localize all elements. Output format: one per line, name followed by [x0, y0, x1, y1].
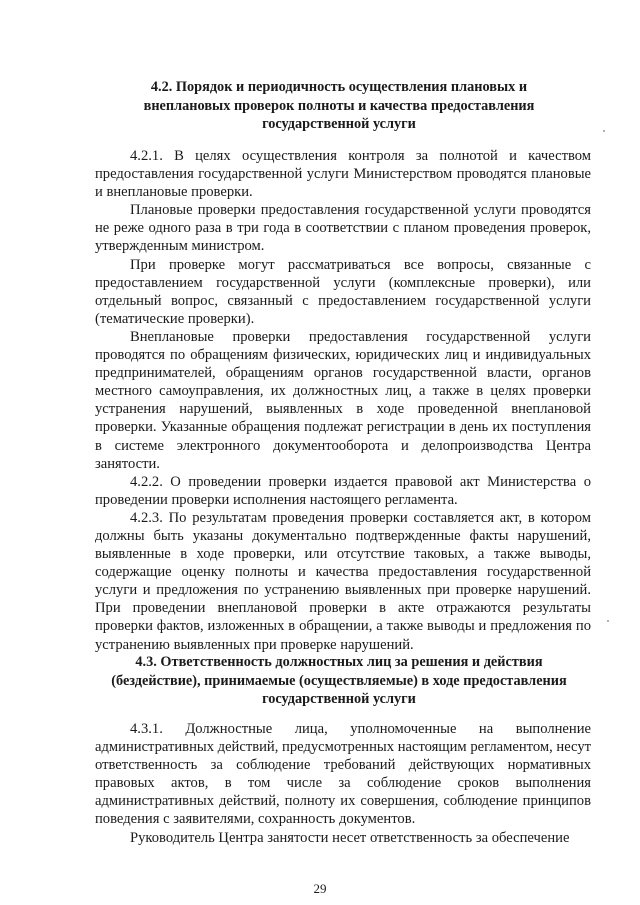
paragraph-4-2-2: 4.2.2. О проведении проверки издается правовой акт Министерства о проведении проверки исполнения настоящего регламента.: [95, 473, 591, 508]
section-heading-4-2: 4.2. Порядок и периодичность осуществления плановых и внеплановых проверок полноты и качества предоставления государственной услуги: [143, 79, 535, 132]
paragraph-head-responsibility: Руководитель Центра занятости несет ответственность за обеспечение: [130, 829, 570, 846]
paragraph-unplanned-checks: Внеплановые проверки предоставления государственной услуги проводятся по обращениям физических, юридических лиц и индивидуальных предпринимателей, обращениям органов государственной власти, органов местного самоуправления, их должностных лиц, а также в целях проверки устранения нарушений, выявленных в ходе проведенной внеплановой проверки. Указанные обращения подлежат регистрации в день их поступления в системе электронного документооборота и делопроизводства Центра занятости.: [95, 328, 591, 472]
paragraph-4-3-1: 4.3.1. Должностные лица, уполномоченные на выполнение административных действий, предусмотренных настоящим регламентом, несут ответственность за соблюдение требований действующих нормативных правовых актов, в том числе за соблюдение сроков выполнения административных действий, полноту их совершения, соблюдение принципов поведения с заявителями, сохранность документов.: [95, 721, 591, 828]
paragraph-4-2-3: 4.2.3. По результатам проведения проверки составляется акт, в котором должны быть указаны документально подтвержденные факты нарушений, выявленные в ходе проверки, или отсутствие таковых, а также выводы, содержащие оценку полноты и качества предоставления государственной услуги и предложения по устранению выявленных при проверке нарушений. При проведении внеплановой проверки в акте отражаются результаты проверки фактов, изложенных в обращении, а также выводы и предложения по устранению выявленных при проверке нарушений.: [95, 509, 591, 653]
section-body-4-2: [95, 147, 591, 654]
scan-speck: [607, 620, 609, 622]
scan-speck: [603, 130, 605, 132]
paragraph-4-2-1: 4.2.1. В целях осуществления контроля за полнотой и качеством предоставления государственной услуги Министерством проводятся плановые и внеплановые проверки.: [95, 148, 591, 201]
section-heading-4-3: 4.3. Ответственность должностных лиц за решения и действия (бездействие), принимаемые (осуществляемые) в ходе предоставления государственной услуги: [111, 654, 567, 707]
page-number: 29: [313, 881, 327, 896]
section-body-4-3: [95, 720, 591, 847]
paragraph-check-scope: При проверке могут рассматриваться все вопросы, связанные с предоставлением государственной услуги (комплексные проверки), или отдельный вопрос, связанный с предоставлением государственной услуги (тематические проверки).: [95, 256, 591, 327]
paragraph-planned-checks: Плановые проверки предоставления государственной услуги проводятся не реже одного раза в три года в соответствии с планом проведения проверок, утвержденным министром.: [95, 202, 591, 255]
